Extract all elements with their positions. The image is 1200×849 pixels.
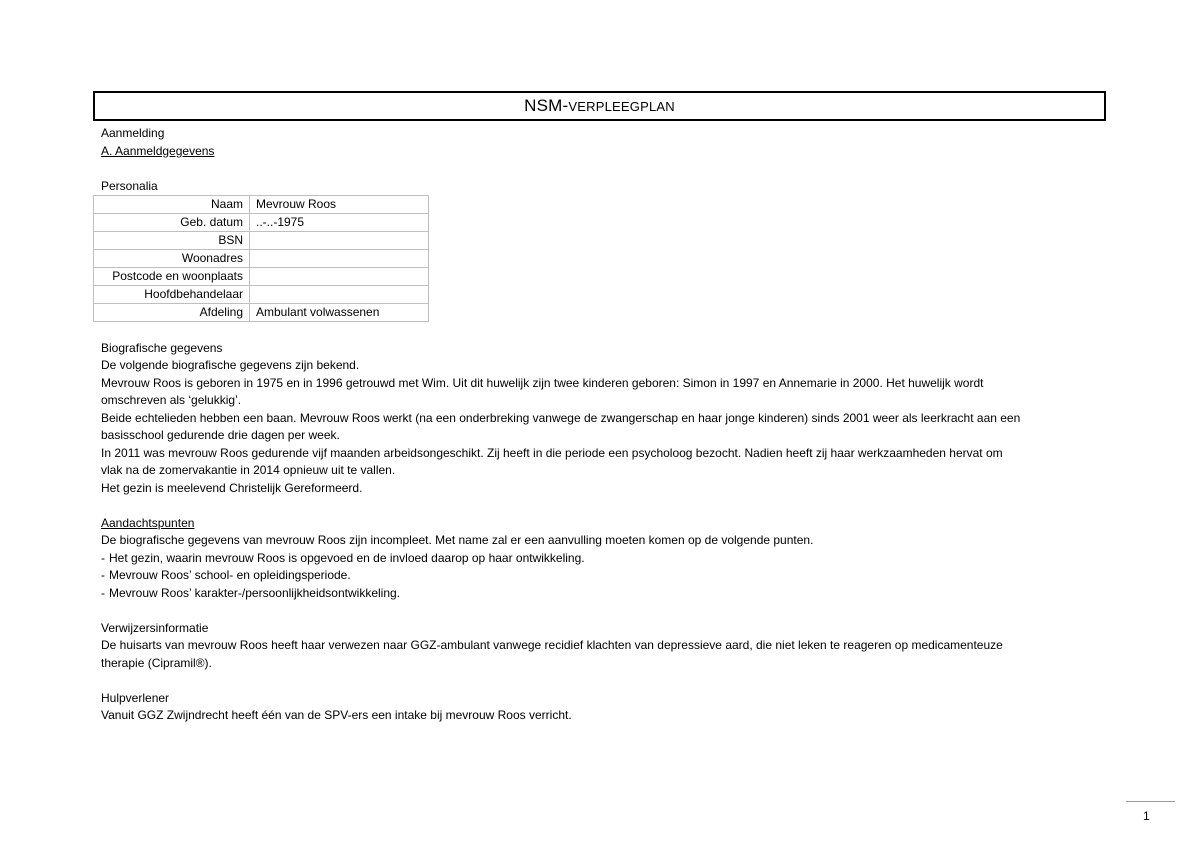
table-row: [94, 268, 429, 286]
row-value: [250, 268, 429, 286]
dash-bullet-icon: -: [101, 550, 105, 565]
aandacht-heading: Aandachtspunten: [101, 515, 195, 530]
row-label: Naam: [94, 196, 250, 214]
paragraph-line: Beide echtelieden hebben een baan. Mevrouw Roos werkt (na een onderbreking vanwege de zwangerschap en haar jonge kinderen) sinds 2001 weer als leerkracht aan een: [101, 410, 1021, 425]
row-label: Hoofdbehandelaar: [94, 286, 250, 304]
paragraph-line: vlak na de zomervakantie in 2014 opnieuw uit te vallen.: [101, 463, 396, 477]
document-title: [93, 91, 1106, 121]
document-body: [101, 125, 1101, 725]
row-label: Geb. datum: [94, 214, 250, 232]
personalia-table: [93, 195, 429, 322]
table-row: [94, 250, 429, 268]
table-row: [94, 232, 429, 250]
row-label: BSN: [94, 232, 250, 250]
list-item: - Mevrouw Roos’ school- en opleidingsperiode.: [101, 567, 1101, 585]
row-value: Ambulant volwassenen: [250, 304, 429, 322]
subheading-aanmeldgegevens: A. Aanmeldgegevens: [101, 143, 215, 158]
dash-bullet-icon: -: [101, 585, 105, 600]
paragraph-line: omschreven als ‘gelukkig’.: [101, 393, 242, 407]
page-number: 1: [1143, 809, 1150, 823]
row-value: [250, 232, 429, 250]
hulpverlener-heading: Hulpverlener: [101, 690, 170, 705]
paragraph-line: Vanuit GGZ Zwijndrecht heeft één van de SPV-ers een intake bij mevrouw Roos verricht.: [101, 708, 572, 722]
paragraph-line: In 2011 was mevrouw Roos gedurende vijf maanden arbeidsongeschikt. Zij heeft in die periode een psycholoog bezocht. Nadien heeft zij haar werkzaamheden hervat om: [101, 445, 1003, 460]
section-heading-aanmelding: Aanmelding: [101, 126, 165, 140]
table-row: [94, 214, 429, 232]
verwijzer-heading: Verwijzersinformatie: [101, 620, 209, 635]
row-value: Mevrouw Roos: [250, 196, 429, 214]
title-main: NSM-: [524, 96, 569, 115]
personalia-heading: Personalia: [101, 178, 158, 193]
aandacht-intro: De biografische gegevens van mevrouw Roos zijn incompleet. Met name zal er een aanvulling moeten komen op de volgende punten.: [101, 533, 814, 547]
list-item: - Mevrouw Roos’ karakter-/persoonlijkheidsontwikkeling.: [101, 585, 1101, 603]
dash-bullet-icon: -: [101, 568, 105, 582]
row-value: ..-..-1975: [250, 214, 429, 232]
paragraph-line: De volgende biografische gegevens zijn bekend.: [101, 358, 360, 372]
paragraph-line: De huisarts van mevrouw Roos heeft haar verwezen naar GGZ-ambulant vanwege recidief klachten van depressieve aard, die niet leken te reageren op medicamenteuze: [101, 638, 1003, 652]
footer-divider: [1126, 801, 1175, 802]
paragraph-line: Het gezin is meelevend Christelijk Gereformeerd.: [101, 480, 363, 495]
table-row: [94, 196, 429, 214]
row-value: [250, 286, 429, 304]
row-value: [250, 250, 429, 268]
table-row: [94, 304, 429, 322]
row-label: Woonadres: [94, 250, 250, 268]
table-row: [94, 286, 429, 304]
biografisch-heading: Biografische gegevens: [101, 340, 223, 355]
row-label: Afdeling: [94, 304, 250, 322]
row-label: Postcode en woonplaats: [94, 268, 250, 286]
title-smallcaps: VERPLEEGPLAN: [568, 98, 675, 114]
list-item: - Het gezin, waarin mevrouw Roos is opgevoed en de invloed daarop op haar ontwikkeling.: [101, 550, 1101, 568]
paragraph-line: basisschool gedurende drie dagen per week.: [101, 428, 340, 442]
paragraph-line: Mevrouw Roos is geboren in 1975 en in 1996 getrouwd met Wim. Uit dit huwelijk zijn twee kinderen geboren: Simon in 1997 en Annemarie in 2000. Het huwelijk wordt: [101, 375, 984, 390]
paragraph-line: therapie (Cipramil®).: [101, 655, 212, 670]
